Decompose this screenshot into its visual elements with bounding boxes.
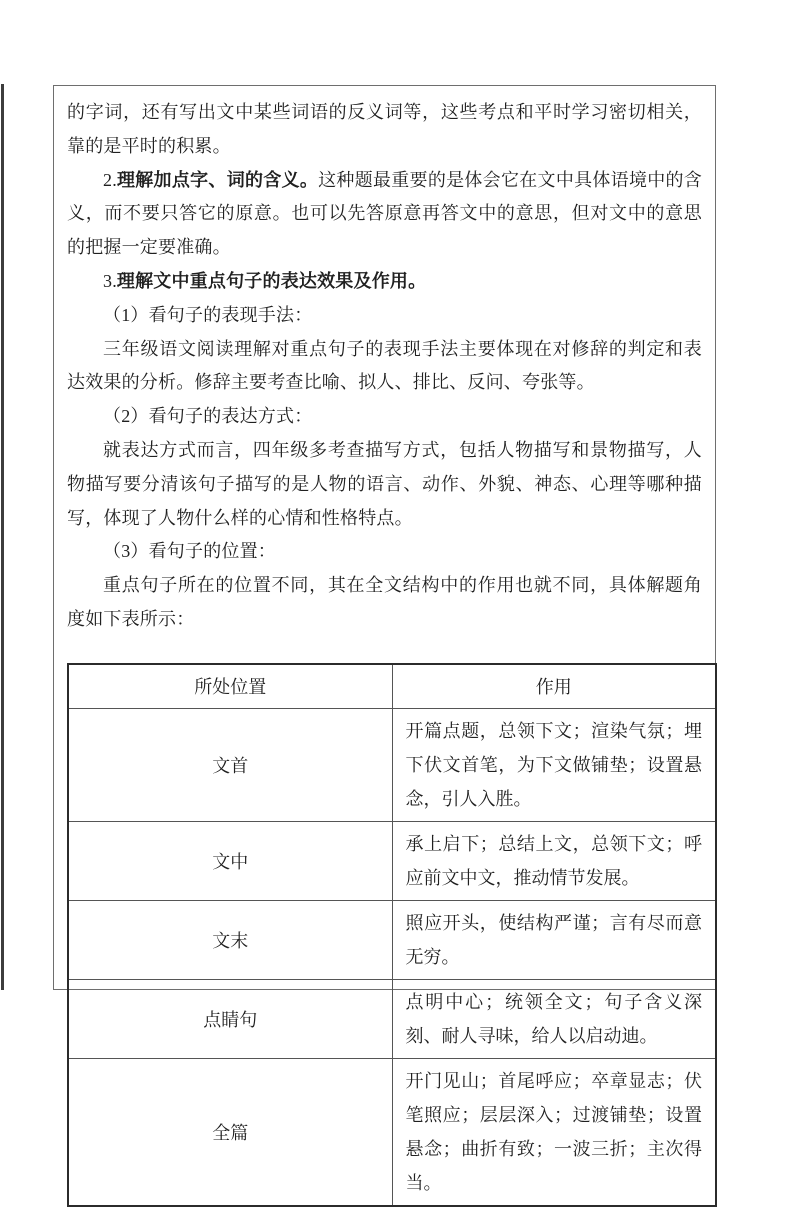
paragraph <box>67 400 702 434</box>
paragraph-heading: 理解加点字、词的含义。 <box>116 169 319 190</box>
paragraph-text: 三年级语文阅读理解对重点句子的表现手法主要体现在对修辞的判定和表达效果的分析。修辞主要考查比喻、拟人、排比、反问、夸张等。 <box>67 338 702 393</box>
role-cell: 开门见山；首尾呼应；卒章显志；伏笔照应；层层深入；过渡铺垫；设置悬念；曲折有致；一波三折；主次得当。 <box>392 1058 716 1206</box>
paragraph-heading: 理解文中重点句子的表达效果及作用。 <box>116 270 427 291</box>
paragraph <box>67 164 702 265</box>
paragraph-text: 就表达方式而言，四年级多考查描写方式，包括人物描写和景物描写，人物描写要分清该句子描写的是人物的语言、动作、外貌、神态、心理等哪种描写，体现了人物什么样的心情和性格特点。 <box>67 439 702 528</box>
table-row <box>68 708 716 821</box>
table-header-role: 作用 <box>392 664 716 709</box>
role-cell: 承上启下；总结上文，总领下文；呼应前文中文，推动情节发展。 <box>392 821 716 900</box>
paragraph <box>67 299 702 333</box>
role-cell: 开篇点题，总领下文；渲染气氛；埋下伏文首笔，为下文做铺垫；设置悬念，引人入胜。 <box>392 708 716 821</box>
adjacent-page-edge <box>1 84 4 990</box>
table-row <box>68 979 716 1058</box>
paragraph-number: 3. <box>103 270 117 291</box>
paragraph <box>67 333 702 401</box>
position-function-table <box>67 663 717 1207</box>
paragraph-text: （3）看句子的位置： <box>103 541 276 562</box>
role-cell: 照应开头，使结构严谨；言有尽而意无穷。 <box>392 900 716 979</box>
table-row <box>68 900 716 979</box>
paragraph-text: 这种题最重要的是体会它在文中具体语境中的含义，而不要只答它的原意。也可以先答原意再答文中的意思，但对文中的意思的把握一定要准确。 <box>67 169 703 258</box>
paragraph-number: 2. <box>103 169 117 190</box>
position-cell: 全篇 <box>68 1058 392 1206</box>
paragraph-text: 的字词，还有写出文中某些词语的反义词等，这些考点和平时学习密切相关，靠的是平时的积累。 <box>67 102 702 156</box>
paragraph-text: 重点句子所在的位置不同，其在全文结构中的作用也就不同，具体解题角度如下表所示： <box>67 575 702 629</box>
position-cell: 点睛句 <box>68 979 392 1058</box>
paragraph <box>67 265 702 299</box>
table-row <box>68 821 716 900</box>
table-row <box>68 1058 716 1206</box>
paragraph <box>67 569 702 637</box>
paragraph <box>67 434 702 535</box>
paragraph <box>67 535 702 569</box>
position-cell: 文末 <box>68 900 392 979</box>
paragraph-text: （2）看句子的表达方式： <box>103 406 313 427</box>
position-cell: 文中 <box>68 821 392 900</box>
paragraph <box>67 96 702 164</box>
document-page <box>53 85 716 1193</box>
position-cell: 文首 <box>68 708 392 821</box>
table-header-position: 所处位置 <box>68 664 392 709</box>
table-header-row <box>68 664 716 709</box>
role-cell: 点明中心；统领全文；句子含义深刻、耐人寻味，给人以启动迪。 <box>392 979 716 1058</box>
paragraph-text: （1）看句子的表现手法： <box>103 304 313 325</box>
